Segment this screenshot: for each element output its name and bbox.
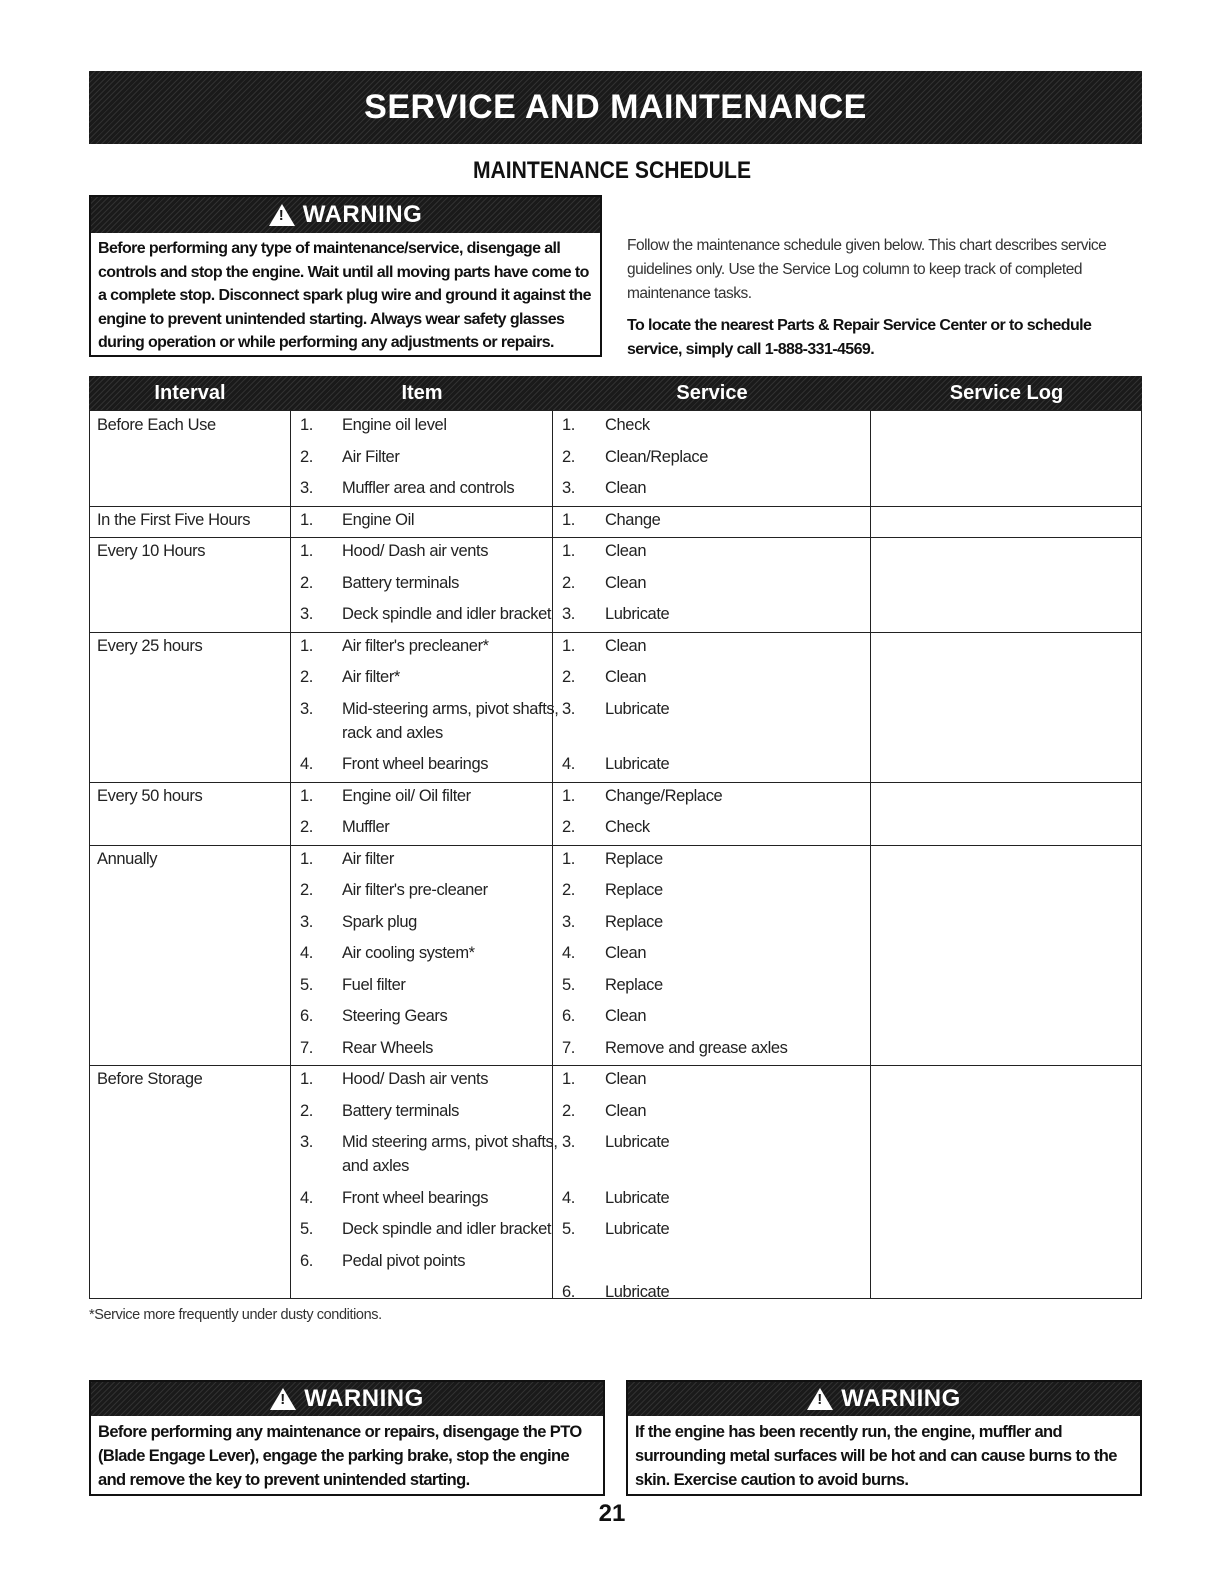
row-divider xyxy=(90,782,1141,783)
intro-text: Follow the maintenance schedule given below. This chart describes service guidelines only. Use the Service Log column to keep track of completed maintenance tasks. xyxy=(627,237,1107,302)
service-cell: Replace xyxy=(605,849,663,868)
section-banner xyxy=(89,71,1142,144)
item-cell: Air filter xyxy=(342,849,394,868)
warning-header xyxy=(91,1382,603,1416)
service-number: 4. xyxy=(562,944,575,962)
warning-text: Before performing any maintenance or repairs, disengage the PTO (Blade Engage Lever), engage the parking brake, stop the engine and remove the key to prevent unintended starting. xyxy=(98,1423,582,1489)
item-number: 2. xyxy=(300,881,313,899)
warning-triangle-icon xyxy=(269,204,295,226)
interval-cell: Every 25 hours xyxy=(97,636,203,655)
item-number: 1. xyxy=(300,510,313,529)
interval-cell: Every 10 Hours xyxy=(97,542,206,560)
service-number: 3. xyxy=(562,605,575,623)
service-number: 3. xyxy=(562,479,575,497)
service-cell: Clean xyxy=(605,668,647,686)
item-number: 1. xyxy=(300,849,313,868)
service-cell: Lubricate xyxy=(605,605,670,623)
service-cell: Clean xyxy=(605,1007,647,1025)
row-divider xyxy=(90,506,1141,507)
warning-text: If the engine has been recently run, the engine, muffler and surrounding metal surfaces will be hot and can cause burns to the skin. Exercise caution to avoid burns. xyxy=(635,1423,1117,1489)
service-cell: Clean xyxy=(605,636,647,655)
warning-box-top xyxy=(89,195,602,357)
item-number: 2. xyxy=(300,818,313,836)
service-number: 2. xyxy=(562,818,575,836)
page-number: 21 xyxy=(598,1500,626,1527)
maintenance-table xyxy=(89,410,1142,1299)
item-cell: Engine Oil xyxy=(342,510,415,529)
item-number: 4. xyxy=(300,944,313,962)
interval-cell: Before Each Use xyxy=(97,416,216,434)
item-cell: Air cooling system* xyxy=(342,944,475,962)
service-number: 5. xyxy=(562,975,575,994)
service-number: 2. xyxy=(562,1101,575,1120)
warning-label: WARNING xyxy=(841,1385,961,1412)
service-cell: Lubricate xyxy=(605,1220,670,1238)
item-cell: Muffler area and controls xyxy=(342,479,515,497)
item-cell: Hood/ Dash air vents xyxy=(342,542,489,560)
item-number: 6. xyxy=(300,1251,313,1270)
item-cell: Air filter's pre-cleaner xyxy=(342,881,488,899)
item-number: 6. xyxy=(300,1007,313,1025)
service-cell: Check xyxy=(605,818,650,836)
item-cell: Steering Gears xyxy=(342,1007,448,1025)
service-number: 2. xyxy=(562,881,575,899)
service-cell: Replace xyxy=(605,912,663,931)
service-cell: Replace xyxy=(605,881,663,899)
item-cell: Pedal pivot points xyxy=(342,1251,466,1270)
item-cell: Battery terminals xyxy=(342,573,459,592)
service-cell: Check xyxy=(605,416,650,434)
service-number: 6. xyxy=(562,1007,575,1025)
item-number: 5. xyxy=(300,975,313,994)
header-service: Service xyxy=(676,381,748,404)
footnote: *Service more frequently under dusty conditions. xyxy=(89,1307,382,1323)
item-number: 2. xyxy=(300,573,313,592)
item-number: 3. xyxy=(300,912,313,931)
warning-header xyxy=(91,197,600,233)
service-number: 2. xyxy=(562,573,575,592)
interval-cell: In the First Five Hours xyxy=(97,510,251,529)
service-cell: Lubricate xyxy=(605,1283,670,1301)
item-number: 5. xyxy=(300,1220,313,1238)
service-cell: Clean xyxy=(605,944,647,962)
item-cell: Air filter's precleaner* xyxy=(342,636,489,655)
item-number: 1. xyxy=(300,542,313,560)
item-cell: Deck spindle and idler bracket xyxy=(342,1220,552,1238)
service-cell: Clean xyxy=(605,479,647,497)
service-cell: Lubricate xyxy=(605,755,670,773)
item-number: 3. xyxy=(300,1133,313,1151)
item-number: 1. xyxy=(300,786,313,805)
service-number: 2. xyxy=(562,668,575,686)
row-divider xyxy=(90,1065,1141,1066)
warning-triangle-icon xyxy=(807,1388,833,1410)
service-number: 1. xyxy=(562,636,575,655)
item-cell: Engine oil level xyxy=(342,416,447,434)
contact-text: To locate the nearest Parts & Repair Service Center or to schedule service, simply call 1-888-331-4569. xyxy=(627,317,1092,358)
service-number: 1. xyxy=(562,510,575,529)
section-title: SERVICE AND MAINTENANCE xyxy=(364,88,867,126)
item-cell-continued: rack and axles xyxy=(342,723,443,742)
item-number: 1. xyxy=(300,416,313,434)
item-number: 3. xyxy=(300,699,313,718)
service-cell: Clean xyxy=(605,542,647,560)
header-interval: Interval xyxy=(154,381,226,404)
service-number: 1. xyxy=(562,786,575,805)
service-number: 5. xyxy=(562,1220,575,1238)
service-number: 7. xyxy=(562,1038,575,1057)
warning-label: WARNING xyxy=(302,201,423,228)
item-cell: Deck spindle and idler bracket xyxy=(342,605,552,623)
col-divider xyxy=(870,411,871,1298)
item-number: 2. xyxy=(300,447,313,466)
item-cell: Mid steering arms, pivot shafts, xyxy=(342,1133,558,1151)
row-divider xyxy=(90,537,1141,538)
warning-triangle-icon xyxy=(270,1388,296,1410)
item-number: 3. xyxy=(300,479,313,497)
item-number: 1. xyxy=(300,636,313,655)
item-cell: Air filter* xyxy=(342,668,400,686)
header-item: Item xyxy=(401,381,443,404)
warning-box-bottom-left xyxy=(89,1380,605,1496)
item-number: 2. xyxy=(300,1101,313,1120)
interval-cell: Every 50 hours xyxy=(97,786,203,805)
warning-text: Before performing any type of maintenance/service, disengage all controls and stop the engine. Wait until all moving parts have come to a complete stop. Disconnect spark plug wire and ground it against the engine to prevent unintended starting. Always wear safety glasses during operation or while performing any adjustments or repairs. xyxy=(98,240,591,351)
col-divider xyxy=(552,411,553,1298)
item-cell: Air Filter xyxy=(342,447,400,466)
service-cell: Clean xyxy=(605,573,647,592)
service-number: 6. xyxy=(562,1283,575,1301)
service-number: 1. xyxy=(562,416,575,434)
item-cell: Front wheel bearings xyxy=(342,755,489,773)
item-cell: Front wheel bearings xyxy=(342,1188,489,1207)
interval-cell: Annually xyxy=(97,849,158,868)
warning-label: WARNING xyxy=(304,1385,424,1412)
item-number: 3. xyxy=(300,605,313,623)
item-cell: Engine oil/ Oil filter xyxy=(342,786,471,805)
service-number: 3. xyxy=(562,1133,575,1151)
service-cell: Lubricate xyxy=(605,699,670,718)
service-number: 3. xyxy=(562,912,575,931)
warning-box-bottom-right xyxy=(626,1380,1142,1496)
row-divider xyxy=(90,632,1141,633)
service-number: 4. xyxy=(562,1188,575,1207)
service-cell: Change xyxy=(605,510,661,529)
col-divider xyxy=(290,411,291,1298)
item-number: 4. xyxy=(300,1188,313,1207)
service-number: 1. xyxy=(562,849,575,868)
table-header xyxy=(89,376,1142,410)
service-cell: Remove and grease axles xyxy=(605,1038,788,1057)
interval-cell: Before Storage xyxy=(97,1070,203,1088)
service-number: 2. xyxy=(562,447,575,466)
item-cell: Muffler xyxy=(342,818,390,836)
schedule-title: MAINTENANCE SCHEDULE xyxy=(472,157,752,184)
service-cell: Clean/Replace xyxy=(605,447,709,466)
service-cell: Lubricate xyxy=(605,1133,670,1151)
service-number: 1. xyxy=(562,542,575,560)
item-cell: Rear Wheels xyxy=(342,1038,433,1057)
item-cell: Battery terminals xyxy=(342,1101,459,1120)
item-cell: Mid-steering arms, pivot shafts, xyxy=(342,699,559,718)
service-cell: Clean xyxy=(605,1101,647,1120)
header-service-log: Service Log xyxy=(949,381,1064,404)
item-number: 1. xyxy=(300,1070,313,1088)
warning-header xyxy=(628,1382,1140,1416)
service-cell: Change/Replace xyxy=(605,786,723,805)
item-cell: Fuel filter xyxy=(342,975,406,994)
service-cell: Replace xyxy=(605,975,663,994)
item-number: 4. xyxy=(300,755,313,773)
service-number: 4. xyxy=(562,755,575,773)
service-cell: Clean xyxy=(605,1070,647,1088)
item-number: 7. xyxy=(300,1038,313,1057)
item-cell: Hood/ Dash air vents xyxy=(342,1070,489,1088)
service-number: 3. xyxy=(562,699,575,718)
item-number: 2. xyxy=(300,668,313,686)
item-cell: Spark plug xyxy=(342,912,417,931)
row-divider xyxy=(90,845,1141,846)
service-cell: Lubricate xyxy=(605,1188,670,1207)
item-cell-continued: and axles xyxy=(342,1157,410,1175)
service-number: 1. xyxy=(562,1070,575,1088)
